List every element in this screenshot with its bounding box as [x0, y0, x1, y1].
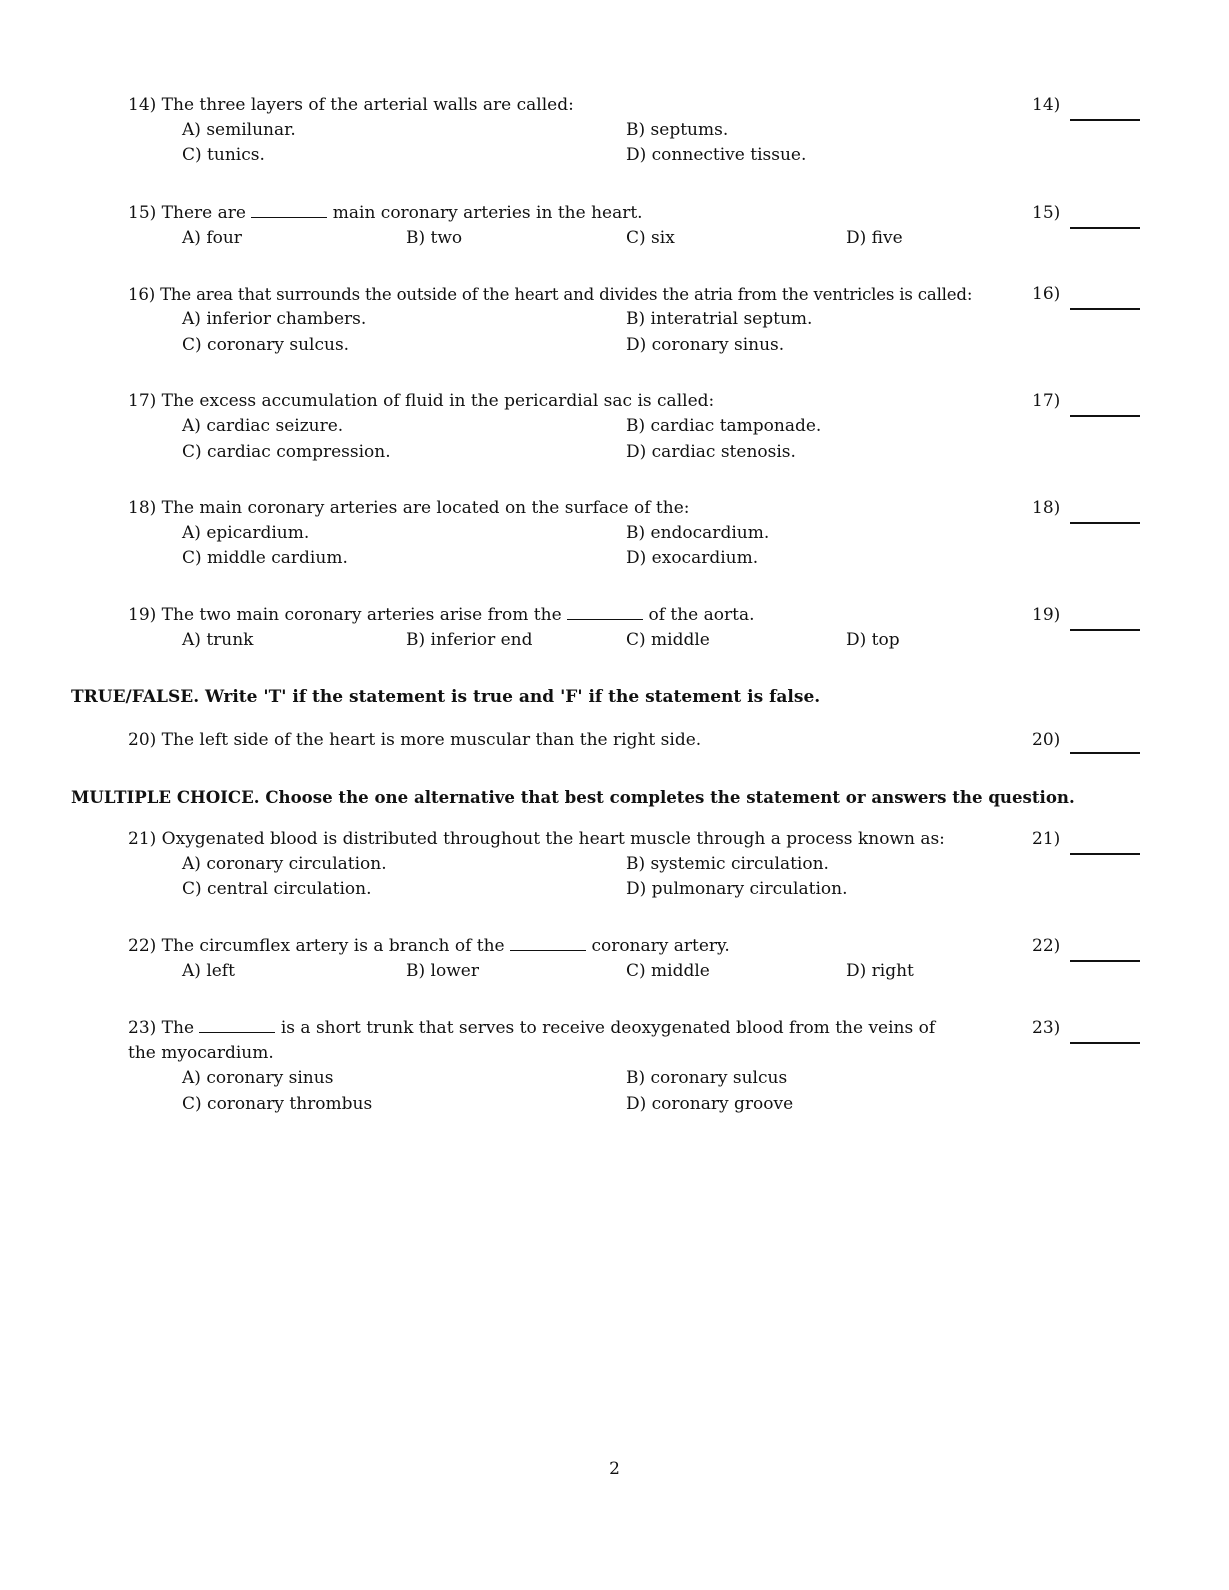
- question-19-option-b: B) inferior end: [406, 630, 533, 650]
- question-18-option-b: B) endocardium.: [626, 523, 770, 543]
- question-18-option-a: A) epicardium.: [182, 523, 310, 543]
- question-22-inline-blank: [510, 936, 586, 951]
- question-15-number: 15): [1032, 203, 1061, 223]
- question-19-inline-blank: [567, 605, 643, 620]
- question-20-number: 20): [1032, 730, 1061, 750]
- question-17-option-b: B) cardiac tamponade.: [626, 416, 822, 436]
- question-15-answer-blank[interactable]: [1070, 227, 1140, 229]
- question-14-option-c: C) tunics.: [182, 145, 265, 165]
- question-15-option-a: A) four: [182, 228, 242, 248]
- question-22-number: 22): [1032, 936, 1061, 956]
- question-18-option-c: C) middle cardium.: [182, 548, 348, 568]
- question-16-option-d: D) coronary sinus.: [626, 335, 785, 355]
- question-21-text: 21) Oxygenated blood is distributed throughout the heart muscle through a process known as:: [128, 829, 945, 849]
- question-21-option-b: B) systemic circulation.: [626, 854, 829, 874]
- question-19-option-d: D) top: [846, 630, 900, 650]
- question-15-inline-blank: [251, 203, 327, 218]
- question-23-text-pre: 23) The: [128, 1018, 195, 1038]
- question-16-text: 16) The area that surrounds the outside of the heart and divides the atria from the ventricles is called:: [128, 285, 973, 304]
- question-19-text: [128, 603, 1008, 628]
- question-17-option-d: D) cardiac stenosis.: [626, 442, 796, 462]
- question-20-answer-blank[interactable]: [1070, 752, 1140, 754]
- question-19-text-post: of the aorta.: [648, 605, 755, 625]
- question-23-option-a: A) coronary sinus: [182, 1068, 334, 1088]
- true-false-instructions: TRUE/FALSE. Write 'T' if the statement is true and 'F' if the statement is false.: [71, 687, 821, 707]
- question-17-option-a: A) cardiac seizure.: [182, 416, 344, 436]
- question-18-number: 18): [1032, 498, 1061, 518]
- question-22-option-b: B) lower: [406, 961, 479, 981]
- page-number: 2: [609, 1459, 620, 1479]
- question-21-number: 21): [1032, 829, 1061, 849]
- question-17-number: 17): [1032, 391, 1061, 411]
- question-14-option-a: A) semilunar.: [182, 120, 296, 140]
- question-18-answer-blank[interactable]: [1070, 522, 1140, 524]
- question-17-option-c: C) cardiac compression.: [182, 442, 391, 462]
- question-17-text: 17) The excess accumulation of fluid in the pericardial sac is called:: [128, 391, 715, 411]
- question-15-text: [128, 201, 1008, 226]
- question-21-option-a: A) coronary circulation.: [182, 854, 387, 874]
- question-19-option-a: A) trunk: [182, 630, 254, 650]
- question-21-answer-blank[interactable]: [1070, 853, 1140, 855]
- question-18-option-d: D) exocardium.: [626, 548, 759, 568]
- question-22-option-d: D) right: [846, 961, 914, 981]
- question-23-option-c: C) coronary thrombus: [182, 1094, 373, 1114]
- question-14-option-b: B) septums.: [626, 120, 729, 140]
- question-20-text: 20) The left side of the heart is more muscular than the right side.: [128, 730, 702, 750]
- question-15-option-d: D) five: [846, 228, 903, 248]
- question-22-text-post: coronary artery.: [591, 936, 730, 956]
- question-21-option-c: C) central circulation.: [182, 879, 372, 899]
- question-19-answer-blank[interactable]: [1070, 629, 1140, 631]
- multiple-choice-instructions: MULTIPLE CHOICE. Choose the one alternative that best completes the statement or answers the question.: [71, 787, 1075, 807]
- question-15-option-c: C) six: [626, 228, 675, 248]
- question-19-option-c: C) middle: [626, 630, 710, 650]
- question-23-inline-blank: [199, 1018, 275, 1033]
- question-15-text-pre: 15) There are: [128, 203, 246, 223]
- question-16-option-c: C) coronary sulcus.: [182, 335, 350, 355]
- question-22-text-pre: 22) The circumflex artery is a branch of the: [128, 936, 505, 956]
- question-23-option-d: D) coronary groove: [626, 1094, 794, 1114]
- question-15-text-post: main coronary arteries in the heart.: [332, 203, 643, 223]
- question-22-option-a: A) left: [182, 961, 235, 981]
- question-23-option-b: B) coronary sulcus: [626, 1068, 788, 1088]
- question-16-number: 16): [1032, 284, 1061, 304]
- question-14-answer-blank[interactable]: [1070, 119, 1140, 121]
- question-19-number: 19): [1032, 605, 1061, 625]
- question-22-text: [128, 934, 1008, 959]
- question-19-text-pre: 19) The two main coronary arteries arise from the: [128, 605, 562, 625]
- question-23-text-post: is a short trunk that serves to receive deoxygenated blood from the veins of the myocardium.: [128, 1018, 936, 1063]
- question-22-answer-blank[interactable]: [1070, 960, 1140, 962]
- question-23-number: 23): [1032, 1018, 1061, 1038]
- question-18-text: 18) The main coronary arteries are located on the surface of the:: [128, 498, 690, 518]
- question-14-number: 14): [1032, 95, 1061, 115]
- question-15-option-b: B) two: [406, 228, 463, 248]
- question-16-option-a: A) inferior chambers.: [182, 309, 367, 329]
- question-23-text: [128, 1016, 958, 1066]
- question-14-option-d: D) connective tissue.: [626, 145, 807, 165]
- question-22-option-c: C) middle: [626, 961, 710, 981]
- question-21-option-d: D) pulmonary circulation.: [626, 879, 848, 899]
- question-17-answer-blank[interactable]: [1070, 415, 1140, 417]
- question-14-text: 14) The three layers of the arterial walls are called:: [128, 95, 574, 115]
- question-23-answer-blank[interactable]: [1070, 1042, 1140, 1044]
- question-16-answer-blank[interactable]: [1070, 308, 1140, 310]
- question-16-option-b: B) interatrial septum.: [626, 309, 813, 329]
